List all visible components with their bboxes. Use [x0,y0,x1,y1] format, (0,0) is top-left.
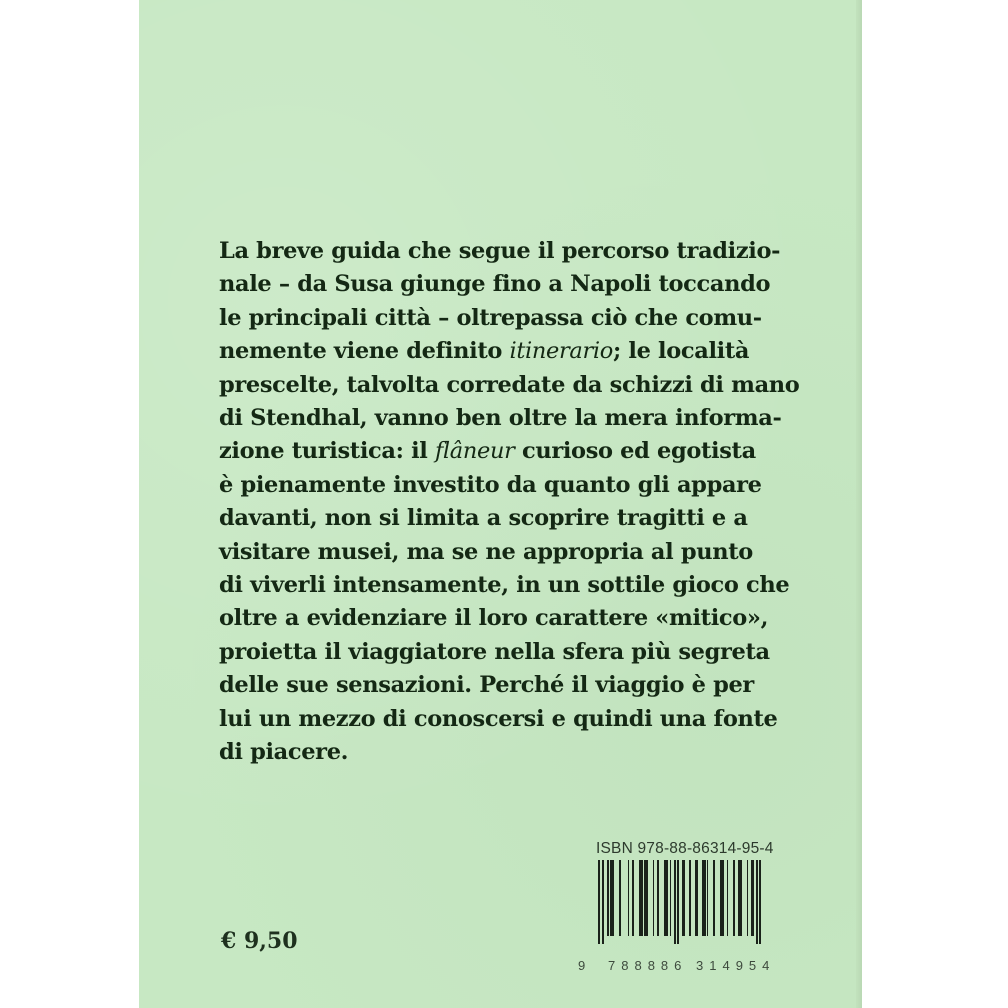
barcode-bar [607,860,609,936]
blurb-line: le principali città – oltrepassa ciò che comu- [219,304,762,331]
barcode-bar [733,860,735,936]
barcode-digit-first: 9 [578,958,586,973]
price-label: € 9,50 [221,928,298,954]
barcode-bar [682,860,685,936]
barcode-bar [695,860,698,936]
barcode-bar [628,860,629,936]
barcode-bar [632,860,634,936]
isbn-block [578,840,798,973]
barcode-bar [759,860,761,944]
barcode-bar [639,860,643,936]
barcode-bar [756,860,758,944]
barcode-bar [707,860,708,936]
blurb-line: lui un mezzo di conoscersi e quindi una fonte [219,705,778,732]
blurb-line: prescelte, talvolta corredate da schizzi di mano [219,371,800,398]
blurb-line: davanti, non si limita a scoprire tragitti e a [219,505,748,532]
barcode-bar [657,860,659,936]
blurb-line: di viverli intensamente, in un sottile gioco che [219,572,790,599]
blurb-line: oltre a evidenziare il loro carattere «mitico», [219,605,769,632]
blurb-line: nale – da Susa giunge fino a Napoli toccando [219,271,771,298]
barcode-bar [610,860,614,936]
barcode-bar [751,860,754,936]
book-back-cover [139,0,862,1008]
barcode-bar [738,860,742,936]
barcode-bar [689,860,691,936]
barcode-bar [702,860,706,936]
barcode-bar [619,860,621,936]
barcode-bar [664,860,668,936]
blurb-line: nemente viene definito itinerario; le località [219,338,750,365]
barcode-bar [674,860,676,944]
blurb-italic: flâneur [434,438,515,465]
barcode-bar [747,860,748,936]
barcode-bar [713,860,715,936]
barcode-bar [653,860,654,936]
barcode [598,860,778,944]
barcode-bar [670,860,671,936]
barcode-digits-left: 788886 [608,958,688,973]
blurb-italic: itinerario [509,338,613,365]
barcode-bar [644,860,648,936]
blurb-line: di Stendhal, vanno ben oltre la mera informa- [219,405,782,432]
blurb-line: zione turistica: il flâneur curioso ed egotista [219,438,756,465]
blurb-line: visitare musei, ma se ne appropria al punto [219,538,753,565]
barcode-bar [720,860,724,936]
barcode-bar [598,860,600,944]
blurb-line: La breve guida che segue il percorso tradizio- [219,238,781,264]
blurb-line: delle sue sensazioni. Perché il viaggio è per [219,672,754,699]
barcode-digits-right: 314954 [696,958,776,973]
blurb-line: proietta il viaggiatore nella sfera più segreta [219,638,770,665]
barcode-bar [677,860,679,944]
barcode-bar [602,860,604,944]
blurb-text [219,235,799,770]
isbn-label: ISBN 978-88-86314-95-4 [596,840,774,857]
cover-edge [856,0,862,1008]
blurb-line: di piacere. [219,739,349,766]
blurb-line: è pienamente investito da quanto gli appare [219,471,762,498]
barcode-bar [727,860,728,936]
